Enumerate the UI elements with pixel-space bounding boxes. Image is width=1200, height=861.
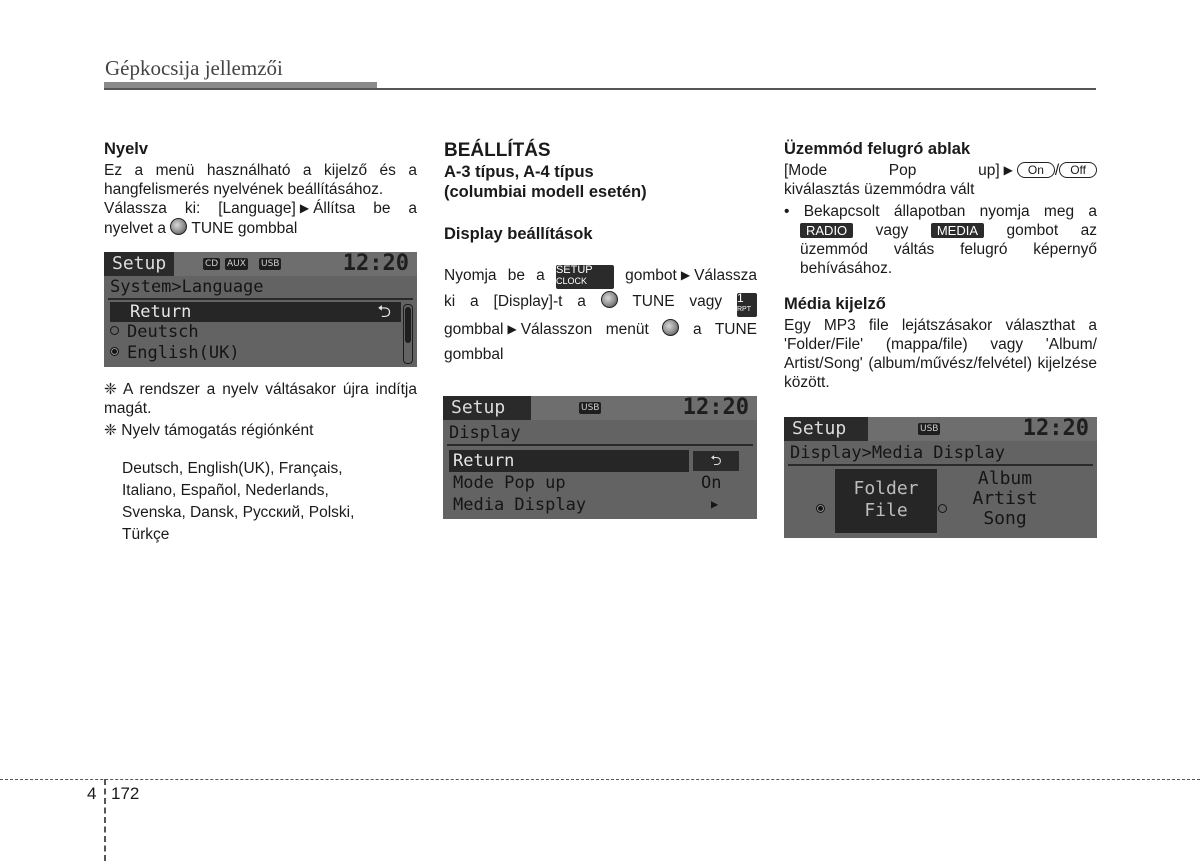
section-heading-language: Nyelv: [104, 140, 149, 158]
instruction-line-1: Nyomja be a SETUP CLOCK gombot ▶ Válassza: [444, 263, 757, 289]
settings-heading: BEÁLLÍTÁS: [444, 140, 551, 161]
media-display-screen: [784, 417, 1097, 538]
display-settings-heading: Display beállítások: [444, 225, 593, 243]
cd-badge: CD: [205, 259, 219, 269]
model-type-heading: A-3 típus, A-4 típus: [444, 163, 594, 181]
scrollbar-thumb: [405, 307, 411, 343]
media-display-label: Media Display: [453, 495, 587, 515]
radio-icon: [110, 326, 119, 335]
screen-tab: Setup: [104, 252, 174, 276]
folder-file-option: Folder File: [835, 469, 937, 533]
screen-rule: [788, 464, 1093, 466]
radio-button-icon: RADIO: [800, 223, 853, 238]
arrow-right-icon: ▶: [299, 201, 310, 215]
page-number: 172: [111, 784, 140, 803]
instruction-line-2: ki a [Display]-t a TUNE vagy 1 RPT: [444, 289, 757, 317]
album-artist-radio-icon: [938, 500, 955, 519]
language-instruction-line1: Válassza ki: [Language] ▶ Állítsa be a: [104, 200, 417, 217]
screen-tab: Setup: [784, 417, 868, 441]
aux-badge: AUX: [227, 259, 246, 269]
column-mode-popup: [784, 140, 1097, 392]
screen-path: System>Language: [110, 277, 264, 297]
mode-popup-line-1: [Mode Pop up] ▶ On / Off: [784, 161, 1097, 180]
page-header-title: Gépkocsija jellemzői: [105, 56, 283, 80]
radio-selected-icon: [110, 347, 119, 356]
screen-clock: 12:20: [342, 252, 409, 276]
screen-rule: [108, 298, 413, 300]
model-note-heading: (columbiai modell esetén): [444, 183, 647, 201]
return-icon: ⮌: [693, 451, 739, 471]
screen-clock: 12:20: [1022, 417, 1089, 441]
language-option-deutsch: Deutsch: [110, 322, 199, 342]
instruction-line-4: gombbal: [444, 346, 504, 363]
mode-popup-label: Mode Pop up: [453, 473, 566, 493]
submenu-arrow-icon: ▶: [711, 497, 719, 511]
column-settings: [444, 140, 757, 367]
rpt-button-icon: 1 RPT: [737, 293, 757, 317]
language-notes: [104, 380, 417, 546]
mode-popup-line-2: kiválasztás üzemmódra vált: [784, 181, 975, 198]
language-list-line: Italiano, Español, Nederlands,: [122, 482, 329, 499]
album-artist-song-option: Album Artist Song: [972, 468, 1038, 529]
language-screen: [104, 252, 417, 367]
folder-file-radio-icon: [816, 500, 833, 519]
media-display-heading: Média kijelző: [784, 295, 886, 313]
footer-divider: [104, 779, 106, 861]
header-rule: [104, 88, 1096, 90]
language-list-line: Türkçe: [122, 526, 170, 543]
tune-knob-icon: [662, 319, 679, 336]
tune-knob-icon: [170, 218, 187, 235]
language-intro-text: Ez a menü használható a kijelző és a hangfelismerés nyelvének beállításához.: [104, 162, 417, 198]
arrow-right-icon: ▶: [680, 268, 691, 282]
footer-rule: [0, 779, 1200, 780]
return-row: Return: [449, 450, 689, 472]
region-note: ❈ Nyelv támogatás régiónként: [104, 422, 314, 439]
restart-note: ❈ A rendszer a nyelv váltásakor újra indítja magát.: [104, 381, 417, 417]
media-display-text: Egy MP3 file lejátszásakor választhat a 'Folder/File' (mappa/file) vagy 'Album/ Artist/Song' (album/művész/felvétel) kijelzése között.: [784, 317, 1097, 391]
language-option-english: English(UK): [110, 343, 240, 363]
column-language: [104, 140, 417, 238]
language-instruction-line2: nyelvet a TUNE gombbal: [104, 220, 298, 237]
setup-clock-button-icon: SETUP CLOCK: [556, 265, 614, 289]
media-button-icon: MEDIA: [931, 223, 984, 238]
screen-clock: 12:20: [682, 396, 749, 420]
screen-path: Display: [449, 423, 521, 443]
display-instructions: [444, 263, 757, 367]
mode-popup-value: On: [701, 473, 722, 493]
language-list-line: Svenska, Dansk, Русский, Polski,: [122, 504, 355, 521]
off-button-icon: Off: [1059, 162, 1097, 178]
language-list: [104, 458, 417, 546]
screen-path: Display>Media Display: [790, 443, 1005, 463]
usb-badge: USB: [920, 424, 939, 434]
return-icon: ⮌: [377, 302, 391, 322]
usb-badge: USB: [261, 259, 280, 269]
display-screen: [443, 396, 757, 519]
screen-tab: Setup: [443, 396, 531, 420]
arrow-right-icon: ▶: [1003, 163, 1013, 177]
instruction-line-3: gombbal ▶ Válasszon menüt a TUNE: [444, 317, 757, 342]
scrollbar-track: [403, 304, 413, 364]
on-button-icon: On: [1017, 162, 1055, 178]
language-list-line: Deutsch, English(UK), Français,: [122, 460, 343, 477]
tune-knob-icon: [601, 291, 618, 308]
mode-popup-heading: Üzemmód felugró ablak: [784, 140, 971, 158]
chapter-number: 4: [87, 784, 97, 803]
mode-popup-bullet: • Bekapcsolt állapotban nyomja meg a RADIO vagy MEDIA gombot az üzemmód váltás felugró képernyő behívásához.: [784, 203, 1097, 277]
screen-rule: [447, 444, 753, 446]
usb-badge: USB: [581, 403, 600, 413]
arrow-right-icon: ▶: [507, 322, 517, 336]
return-row: Return ⮌: [110, 302, 401, 322]
